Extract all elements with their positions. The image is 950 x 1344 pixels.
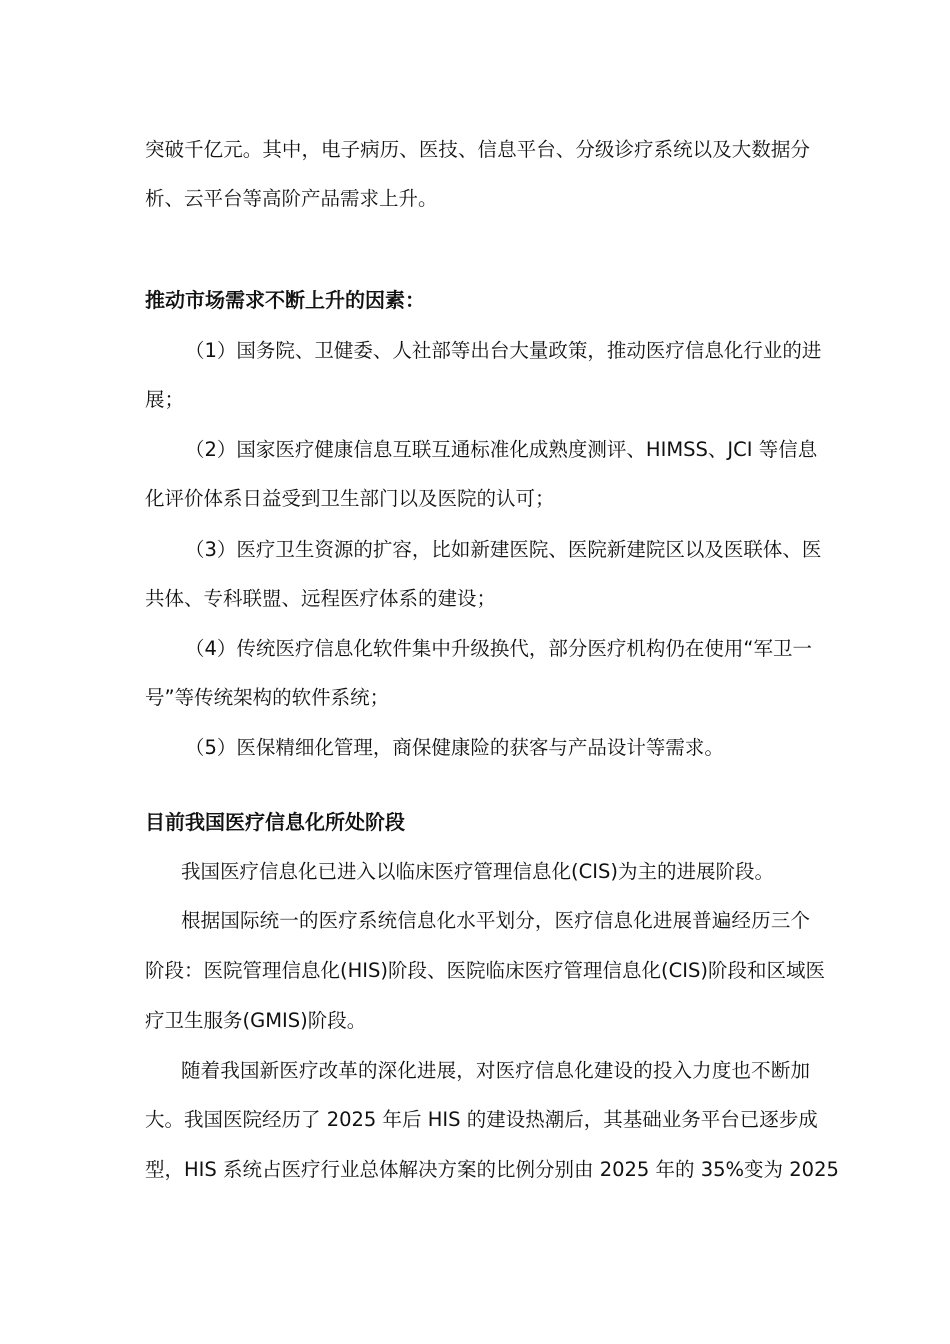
section-heading-stage: 目前我国医疗信息化所处阶段: [145, 810, 405, 834]
stage-para-2-line-2: 阶段：医院管理信息化(HIS)阶段、医院临床医疗管理信息化(CIS)阶段和区域医: [145, 959, 825, 982]
factor-item-5-line-1: （5）医保精细化管理，商保健康险的获客与产品设计等需求。: [185, 736, 724, 759]
factor-item-3-line-1: （3）医疗卫生资源的扩容，比如新建医院、医院新建院区以及医联体、医: [185, 538, 822, 561]
stage-para-3-line-1: 随着我国新医疗改革的深化进展，对医疗信息化建设的投入力度也不断加: [181, 1059, 810, 1082]
stage-para-2-line-1: 根据国际统一的医疗系统信息化水平划分，医疗信息化进展普遍经历三个: [181, 909, 810, 932]
factor-item-2-line-2: 化评价体系日益受到卫生部门以及医院的认可；: [145, 487, 555, 510]
factor-item-2-line-1: （2）国家医疗健康信息互联互通标准化成熟度测评、HIMSS、JCI 等信息: [185, 438, 818, 461]
intro-line-1: 突破千亿元。其中，电子病历、医技、信息平台、分级诊疗系统以及大数据分: [145, 138, 810, 161]
stage-para-3-line-2: 大。我国医院经历了 2025 年后 HIS 的建设热潮后，其基础业务平台已逐步成: [145, 1108, 818, 1131]
factor-item-1-line-2: 展；: [145, 388, 185, 411]
factor-item-1-line-1: （1）国务院、卫健委、人社部等出台大量政策，推动医疗信息化行业的进: [185, 339, 822, 362]
stage-para-1: 我国医疗信息化已进入以临床医疗管理信息化(CIS)为主的进展阶段。: [181, 860, 774, 883]
stage-para-2-line-3: 疗卫生服务(GMIS)阶段。: [145, 1009, 367, 1032]
intro-line-2: 析、云平台等高阶产品需求上升。: [145, 187, 438, 210]
stage-para-3-line-3: 型，HIS 系统占医疗行业总体解决方案的比例分别由 2025 年的 35%变为 2025: [145, 1158, 839, 1181]
factor-item-3-line-2: 共体、专科联盟、远程医疗体系的建设；: [145, 587, 497, 610]
factor-item-4-line-1: （4）传统医疗信息化软件集中升级换代，部分医疗机构仍在使用“军卫一: [185, 637, 813, 660]
section-heading-factors: 推动市场需求不断上升的因素：: [145, 288, 425, 312]
factor-item-4-line-2: 号”等传统架构的软件系统；: [145, 686, 390, 709]
